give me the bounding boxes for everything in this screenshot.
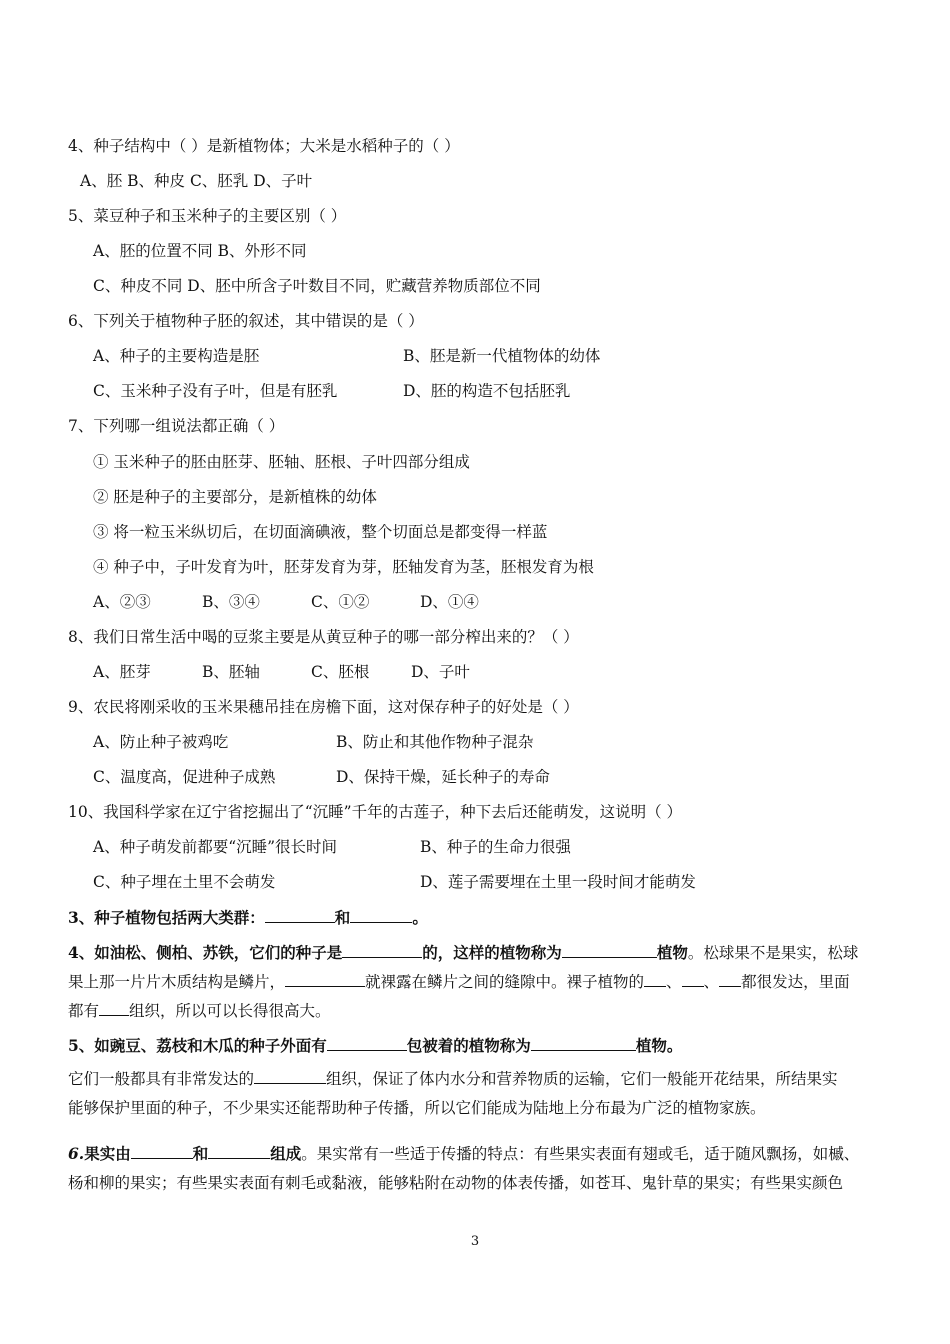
fill-4-line-1 (68, 941, 858, 963)
question-4-stem: 4、种子结构中（ ）是新植物体；大米是水稻种子的（ ） (68, 137, 460, 155)
question-7-statement-2: ② 胚是种子的主要部分，是新植株的幼体 (93, 488, 377, 506)
question-7-statement-3: ③ 将一粒玉米纵切后，在切面滴碘液，整个切面总是都变得一样蓝 (93, 523, 548, 541)
fill-4-text-3: 植物 (656, 943, 688, 962)
question-10-option-c: C、种子埋在土里不会萌发 (93, 873, 276, 891)
fill-3-text-1: 3、种子植物包括两大类群： (68, 908, 265, 927)
fill-6-blank-2[interactable] (208, 1142, 270, 1159)
fill-3-blank-2[interactable] (350, 906, 412, 923)
fill-5-text-3: 植物。 (635, 1036, 683, 1055)
fill-5-text-1: 5、如豌豆、荔枝和木瓜的种子外面有 (68, 1036, 327, 1055)
question-7-stem: 7、下列哪一组说法都正确（ ） (68, 417, 285, 435)
fill-6-text-1: 果实由 (84, 1144, 131, 1163)
question-7-option-c: C、①② (311, 593, 370, 611)
fill-3-line (68, 906, 428, 928)
question-9-option-c: C、温度高，促进种子成熟 (93, 768, 276, 786)
question-9-option-d: D、保持干燥，延长种子的寿命 (336, 768, 550, 786)
fill-4-line-2 (68, 970, 850, 992)
question-7-statement-1: ① 玉米种子的胚由胚芽、胚轴、胚根、子叶四部分组成 (93, 453, 470, 471)
question-9-stem: 9、农民将刚采收的玉米果穗吊挂在房檐下面，这对保存种子的好处是（ ） (68, 698, 579, 716)
question-5-options-line2: C、种皮不同 D、胚中所含子叶数目不同，贮藏营养物质部位不同 (93, 277, 541, 295)
question-6-option-d: D、胚的构造不包括胚乳 (403, 382, 571, 400)
question-8-option-d: D、子叶 (411, 663, 470, 681)
question-10-stem: 10、我国科学家在辽宁省挖掘出了“沉睡”千年的古莲子，种下去后还能萌发，这说明（ ） (68, 803, 683, 821)
fill-3-text-3: 。 (412, 908, 428, 927)
fill-6-text-4: 。果实常有一些适于传播的特点：有些果实表面有翅或毛，适于随风飘扬，如槭、 (301, 1145, 860, 1163)
fill-5-text-4: 它们一般都具有非常发达的 (68, 1070, 255, 1088)
question-10-option-b: B、种子的生命力很强 (420, 838, 571, 856)
fill-6-number: 6. (68, 1144, 85, 1163)
question-6-option-a: A、种子的主要构造是胚 (93, 347, 260, 365)
question-8-option-a: A、胚芽 (93, 663, 151, 681)
fill-5-text-2: 包被着的植物称为 (406, 1036, 531, 1055)
fill-5-blank-1[interactable] (327, 1034, 407, 1051)
fill-4-blank-6[interactable] (719, 970, 741, 987)
fill-4-text-9: 都很发达，里面 (741, 973, 850, 991)
fill-3-blank-1[interactable] (265, 906, 335, 923)
fill-5-line-1 (68, 1034, 682, 1056)
fill-4-text-10: 都有 (68, 1002, 100, 1020)
question-9-option-b: B、防止和其他作物种子混杂 (336, 733, 534, 751)
fill-4-blank-2[interactable] (562, 941, 657, 958)
question-8-option-c: C、胚根 (311, 663, 370, 681)
fill-5-blank-3[interactable] (254, 1067, 326, 1084)
fill-6-line-2: 杨和柳的果实；有些果实表面有刺毛或黏液，能够粘附在动物的体表传播，如苍耳、鬼针草的果实；有些果实颜色 (68, 1174, 844, 1192)
fill-4-text-11: 组织，所以可以长得很高大。 (129, 1002, 331, 1020)
question-6-stem: 6、下列关于植物种子胚的叙述，其中错误的是（ ） (68, 312, 424, 330)
fill-5-text-5: 组织，保证了体内水分和营养物质的运输，它们一般能开花结果，所结果实 (326, 1070, 838, 1088)
question-9-option-a: A、防止种子被鸡吃 (93, 733, 229, 751)
question-7-statement-4: ④ 种子中，子叶发育为叶，胚芽发育为芽，胚轴发育为茎，胚根发育为根 (93, 558, 594, 576)
fill-4-blank-1[interactable] (342, 941, 422, 958)
fill-4-blank-5[interactable] (682, 970, 704, 987)
question-5-options-line1: A、胚的位置不同 B、外形不同 (93, 242, 307, 260)
fill-4-text-2: 的，这样的植物称为 (422, 943, 562, 962)
fill-4-blank-4[interactable] (644, 970, 666, 987)
fill-4-text-7: 、 (666, 973, 682, 991)
question-8-option-b: B、胚轴 (202, 663, 260, 681)
fill-5-blank-2[interactable] (531, 1034, 636, 1051)
question-6-option-c: C、玉米种子没有子叶，但是有胚乳 (93, 382, 338, 400)
fill-6-text-2: 和 (192, 1144, 209, 1163)
fill-3-text-2: 和 (334, 908, 351, 927)
page-number: 3 (470, 1234, 480, 1249)
fill-4-text-5: 果上那一片片木质结构是鳞片， (68, 973, 286, 991)
question-7-option-a: A、②③ (93, 593, 151, 611)
fill-4-blank-7[interactable] (99, 999, 129, 1016)
fill-6-blank-1[interactable] (131, 1142, 193, 1159)
question-8-stem: 8、我们日常生活中喝的豆浆主要是从黄豆种子的哪一部分榨出来的？（ ） (68, 628, 579, 646)
question-6-option-b: B、胚是新一代植物体的幼体 (403, 347, 601, 365)
question-5-stem: 5、菜豆种子和玉米种子的主要区别（ ） (68, 207, 347, 225)
fill-6-line-1 (68, 1142, 859, 1164)
question-7-option-d: D、①④ (420, 593, 479, 611)
fill-4-blank-3[interactable] (285, 970, 365, 987)
fill-4-text-4: 。松球果不是果实，松球 (687, 944, 859, 962)
fill-4-line-3 (68, 999, 331, 1021)
question-10-option-a: A、种子萌发前都要“沉睡”很长时间 (93, 838, 338, 856)
fill-5-line-2 (68, 1067, 838, 1089)
fill-5-line-3: 能够保护里面的种子，不少果实还能帮助种子传播，所以它们能成为陆地上分布最为广泛的植物家族。 (68, 1099, 766, 1117)
question-4-options: A、胚 B、种皮 C、胚乳 D、子叶 (80, 172, 313, 190)
fill-4-text-1: 4、如油松、侧柏、苏铁，它们的种子是 (68, 943, 343, 962)
fill-4-text-6: 就裸露在鳞片之间的缝隙中。裸子植物的 (365, 973, 645, 991)
question-7-option-b: B、③④ (202, 593, 260, 611)
question-10-option-d: D、莲子需要埋在土里一段时间才能萌发 (420, 873, 696, 891)
fill-6-text-3: 组成 (270, 1144, 302, 1163)
fill-4-text-8: 、 (703, 973, 720, 991)
